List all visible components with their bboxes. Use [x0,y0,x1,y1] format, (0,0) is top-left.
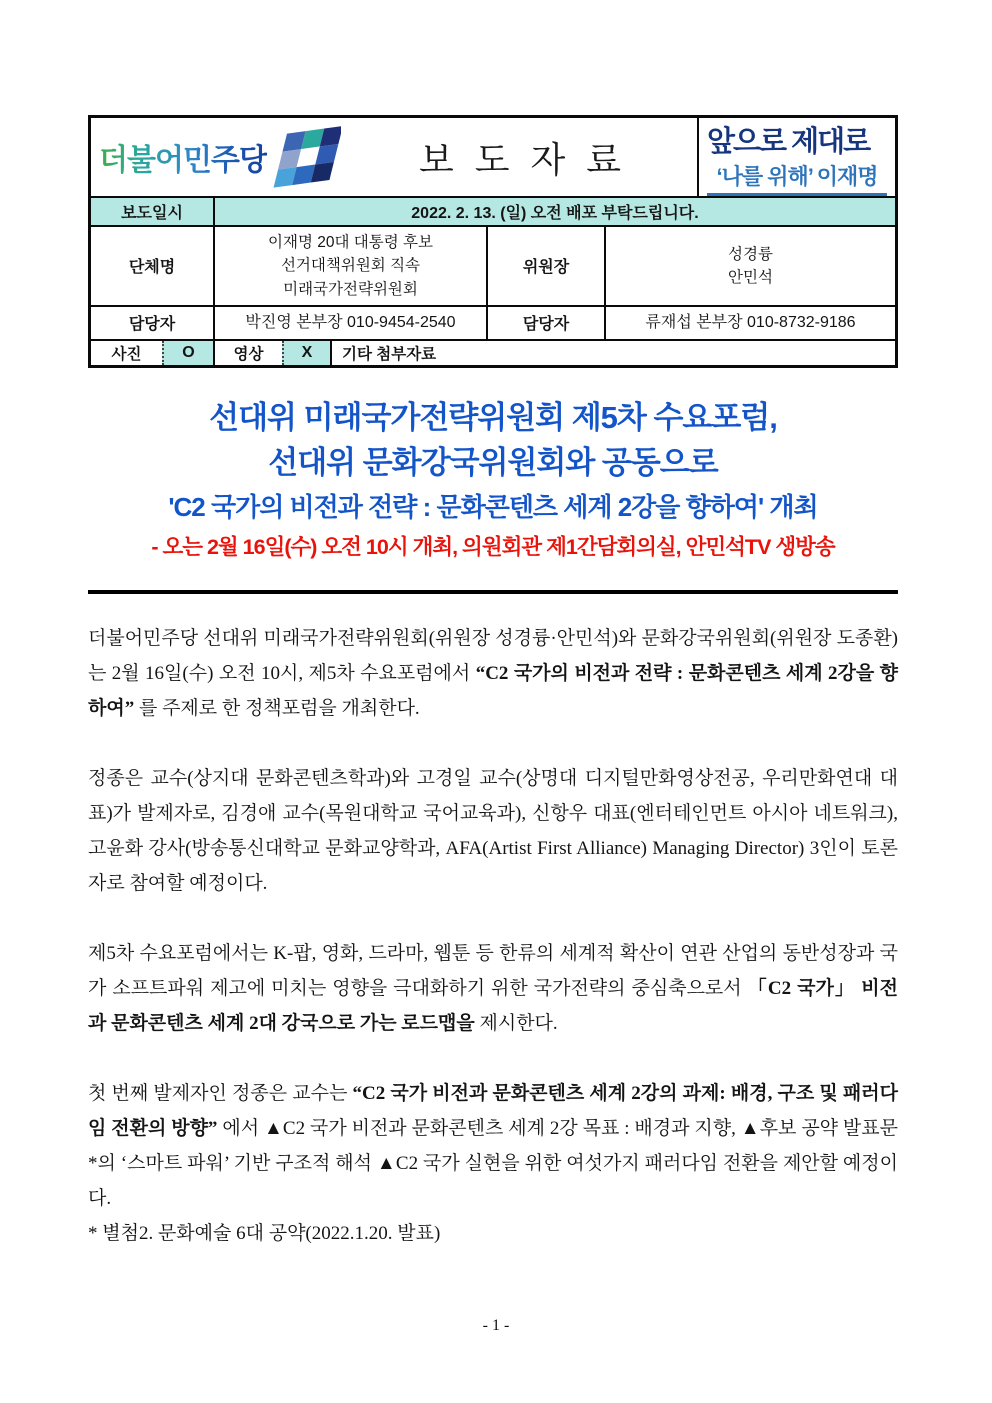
party-logo [91,118,349,196]
chair-value [606,227,895,305]
logo-row [91,118,895,196]
contact-left-label: 담당자 [91,307,215,339]
chair-name: 안민석 [728,268,773,286]
title-line1: 선대위 미래국가전략위원회 제5차 수요포럼, [209,399,777,435]
slogan-line2: ‘나를 위해’ 이재명 [707,160,887,196]
etc-attachments-label: 기타 첨부자료 [330,341,895,365]
organization-line: 이재명 20대 대통령 후보 [268,234,433,251]
organization-value [215,227,488,305]
paragraph-4-text: 첫 번째 발제자인 정종은 교수는 “C2 국가 비전과 문화콘텐츠 세계 2강의 과제: 배경, 구조 및 패러다임 전환의 방향” 에서 ▲C2 국가 비전과 문화콘텐츠 세계 2강 목표 : 배경과 지향, ▲후보 공약 발표문*의 ‘스마트 파워’ 기반 구조적 해석 ▲C2 국가 실현을 위한 여섯가지 패러다임 전환을 제안할 예정이다. [88,1082,898,1209]
document-type-title: 보 도 자 료 [418,139,628,180]
photo-flag: O [162,341,213,365]
paragraph-4 [88,1076,898,1251]
contact-row [91,305,895,339]
video-label: 영상 [213,341,282,365]
party-logo-text: 더불어민주당 [99,135,267,179]
attachments-row [91,339,895,365]
organization-row [91,225,895,305]
organization-label: 단체명 [91,227,215,305]
chair-label: 위원장 [488,227,606,305]
title-line2: 선대위 문화강국위원회와 공동으로 [268,444,718,480]
paragraph-1: 더불어민주당 선대위 미래국가전략위원회(위원장 성경륭·안민석)와 문화강국위원회(위원장 도종환)는 2월 16일(수) 오전 10시, 제5차 수요포럼에서 “C2 국가의 비전과 전략 : 문화콘텐츠 세계 2강을 향하여” 를 주제로 한 정책포럼을 개최한다. [88,627,899,719]
organization-line: 선거대책위원회 직속 [280,257,421,275]
contact-left-value: 박진영 본부장 010-9454-2540 [215,307,488,339]
body-text [88,621,898,1251]
page-number: - 1 - [482,1317,510,1334]
release-date-value: 2022. 2. 13. (일) 오전 배포 부탁드립니다. [411,205,699,222]
photo-label: 사진 [111,345,142,363]
release-date-row [91,196,895,225]
footnote: * 별첨2. 문화예술 6대 공약(2022.1.20. 발표) [88,1222,441,1244]
paragraph-3: 제5차 수요포럼에서는 K-팝, 영화, 드라마, 웹툰 등 한류의 세계적 확산이 연관 산업의 동반성장과 국가 소프트파워 제고에 미치는 영향을 극대화하기 위한 국가전략의 중심축으로서 「C2 국가」 비전과 문화콘텐츠 세계 2대 강국으로 가는 로드맵을 제시한다. [88,942,899,1034]
header-table [88,115,898,368]
title-subtitle-red: - 오는 2월 16일(수) 오전 10시 개최, 의원회관 제1간담회의실, 안민석TV 생방송 [151,534,835,559]
page-content [88,115,898,1251]
release-date-label: 보도일시 [91,198,215,225]
organization-line: 미래국가전략위원회 [283,280,418,298]
paragraph-2: 정종은 교수(상지대 문화콘텐츠학과)와 고경일 교수(상명대 디지털만화영상전공, 우리만화연대 대표)가 발제자로, 김경애 교수(목원대학교 국어교육과), 신항우 대표(엔터테인먼트 아시아 네트워크), 고윤화 강사(방송통신대학교 문화교양학과, AFA(Artist First Alliance) Managing Director) 3인이 토론자로 참여할 예정이다. [88,767,898,894]
party-flag-icon [269,119,341,195]
title-block [88,395,898,565]
title-divider [88,590,898,594]
slogan-line1: 앞으로 제대로 [707,125,870,158]
contact-right-value: 류재섭 본부장 010-8732-9186 [645,313,856,331]
title-line3: 'C2 국가의 비전과 전략 : 문화콘텐츠 세계 2강을 향하여' 개최 [168,491,818,522]
video-flag: X [282,341,330,365]
chair-name: 성경륭 [728,245,773,263]
contact-right-label: 담당자 [488,307,606,339]
campaign-slogan [697,118,895,196]
